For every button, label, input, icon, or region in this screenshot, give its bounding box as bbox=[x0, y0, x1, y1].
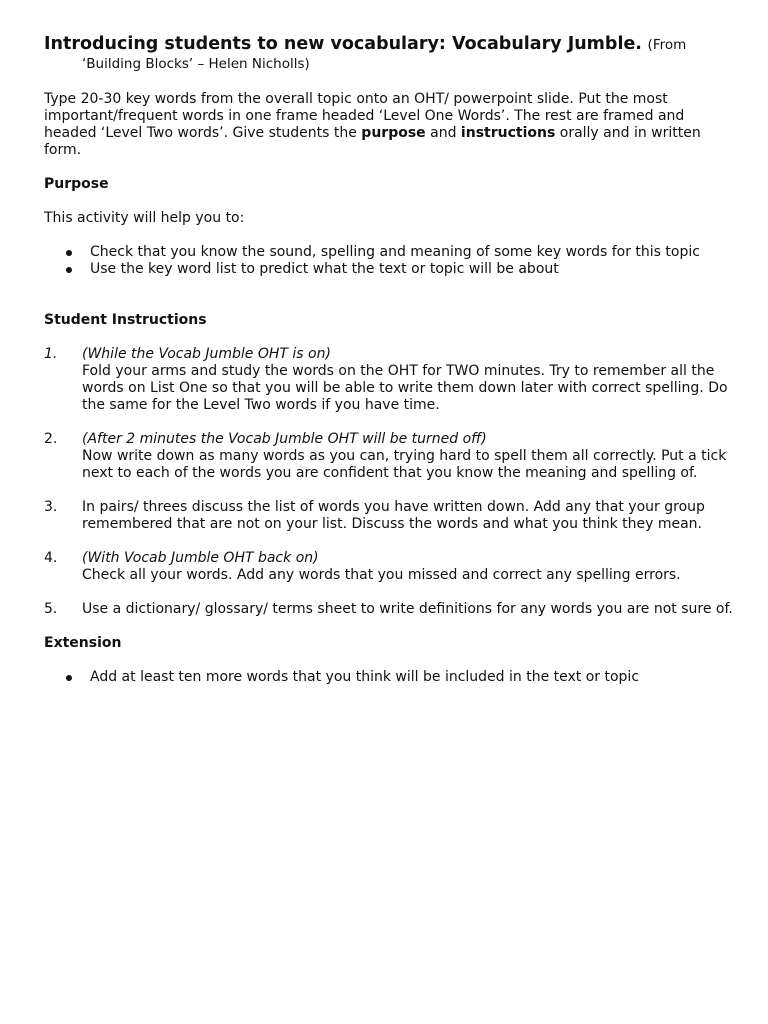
bullet-icon bbox=[66, 675, 72, 681]
step-text: Fold your arms and study the words on the OHT for TWO minutes. Try to remember all the words on List One so that you will be able to write them down later with correct spelling. Do the same for the Level Two words if you have time. bbox=[82, 363, 728, 413]
step-number: 4. bbox=[44, 550, 58, 566]
instruction-step bbox=[44, 499, 734, 533]
intro-bold-purpose: purpose bbox=[361, 125, 426, 141]
list-item-text: Use the key word list to predict what the text or topic will be about bbox=[90, 261, 559, 277]
step-condition: (While the Vocab Jumble OHT is on) bbox=[82, 346, 331, 362]
list-item bbox=[44, 244, 734, 261]
intro-text-3: orally and in written form. bbox=[44, 125, 701, 158]
step-text: Use a dictionary/ glossary/ terms sheet to write definitions for any words you are not sure of. bbox=[82, 601, 733, 617]
extension-list bbox=[44, 669, 734, 686]
instruction-step bbox=[44, 601, 734, 618]
purpose-list bbox=[44, 244, 734, 278]
step-number: 5. bbox=[44, 601, 58, 617]
bullet-icon bbox=[66, 267, 72, 273]
step-condition: (After 2 minutes the Vocab Jumble OHT will be turned off) bbox=[82, 431, 487, 447]
intro-bold-instructions: instructions bbox=[460, 125, 556, 141]
intro-text-2: and bbox=[425, 125, 461, 141]
purpose-heading: Purpose bbox=[44, 176, 109, 192]
list-item-text: Check that you know the sound, spelling and meaning of some key words for this topic bbox=[90, 244, 700, 260]
step-condition: (With Vocab Jumble OHT back on) bbox=[82, 550, 319, 566]
step-number: 1. bbox=[44, 346, 58, 362]
intro-text-1: Type 20-30 key words from the overall topic onto an OHT/ powerpoint slide. Put the most important/frequent words in one frame headed ‘Level One Words’. The rest are framed and headed ‘Level Two words’. Give students the bbox=[44, 91, 685, 141]
intro-paragraph bbox=[44, 91, 734, 159]
list-item-text: Add at least ten more words that you think will be included in the text or topic bbox=[90, 669, 640, 685]
instructions-heading: Student Instructions bbox=[44, 312, 207, 328]
title-source: (From bbox=[647, 37, 687, 53]
step-text: Now write down as many words as you can, trying hard to spell them all correctly. Put a tick next to each of the words you are confident that you know the meaning and spelling of. bbox=[82, 448, 727, 481]
document-page bbox=[44, 34, 734, 686]
purpose-lead: This activity will help you to: bbox=[44, 210, 245, 226]
step-text: Check all your words. Add any words that you missed and correct any spelling errors. bbox=[82, 567, 681, 583]
bullet-icon bbox=[66, 250, 72, 256]
step-number: 2. bbox=[44, 431, 58, 447]
instruction-step bbox=[44, 346, 734, 414]
document-title bbox=[44, 34, 734, 55]
list-item bbox=[44, 669, 734, 686]
instruction-step bbox=[44, 431, 734, 482]
step-text: In pairs/ threes discuss the list of words you have written down. Add any that your group remembered that are not on your list. Discuss the words and what you think they mean. bbox=[82, 499, 705, 532]
step-number: 3. bbox=[44, 499, 58, 515]
title-source-continued: ‘Building Blocks’ – Helen Nicholls) bbox=[82, 56, 310, 72]
instruction-step bbox=[44, 550, 734, 584]
title-main: Introducing students to new vocabulary: Vocabulary Jumble. bbox=[44, 34, 642, 54]
extension-heading: Extension bbox=[44, 635, 122, 651]
instructions-list bbox=[44, 346, 734, 618]
list-item bbox=[44, 261, 734, 278]
